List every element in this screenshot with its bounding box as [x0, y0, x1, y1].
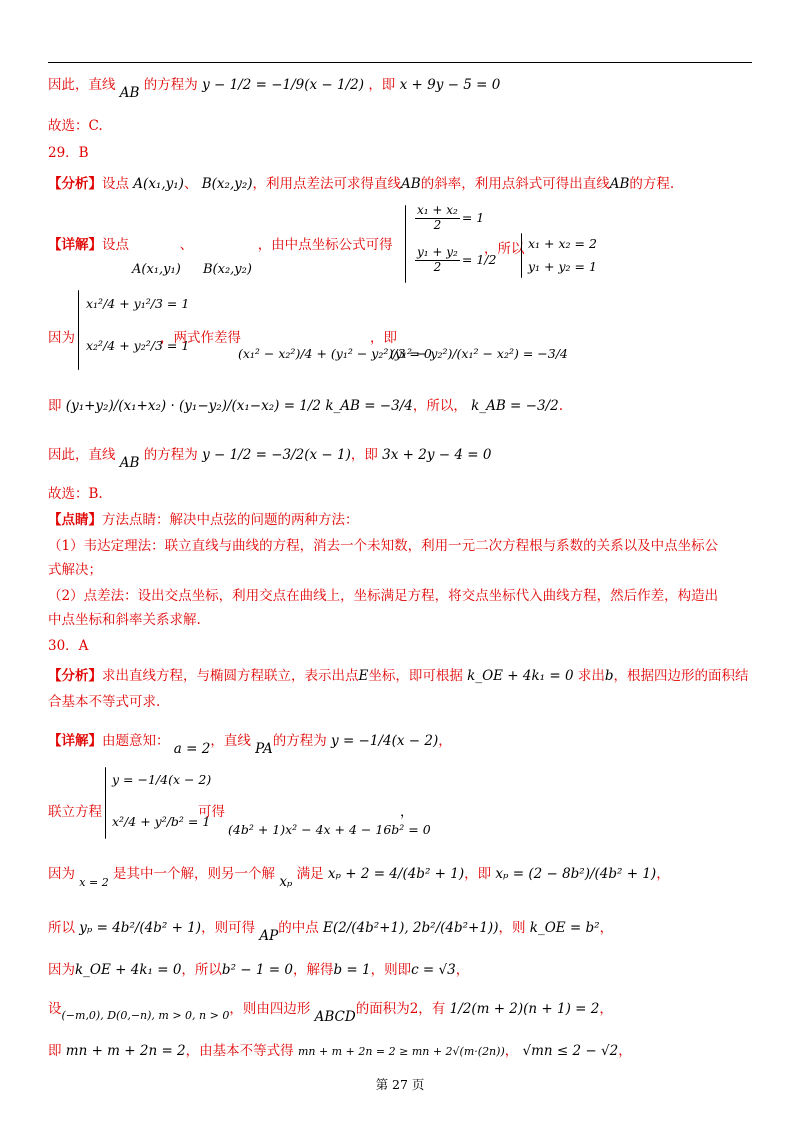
math-b: b — [604, 668, 614, 684]
line-ab-equation-c — [48, 77, 501, 101]
text: 的方程为 — [143, 447, 198, 463]
math-e: E — [358, 668, 369, 684]
text: ，由中点坐标公式可得 — [257, 237, 393, 253]
text: ，直线 — [210, 733, 251, 749]
math-xp-value: xₚ = (2 − 8b²)/(4b² + 1) — [495, 866, 657, 882]
analysis-30-cont: 合基本不等式可求. — [48, 694, 161, 710]
text-simultaneous: 联立方程 — [48, 804, 102, 820]
text: ， — [618, 1043, 632, 1059]
text: 的方程. — [629, 176, 675, 192]
math-condition: k_OE + 4k₁ = 0 — [75, 962, 182, 978]
choose-b: 故选：B. — [48, 486, 103, 502]
math-kab: k_AB = −3/2 — [471, 398, 559, 414]
text: ， — [656, 866, 670, 882]
text: . — [558, 398, 563, 414]
line-solve-b — [48, 962, 469, 978]
ellipse-eq-1: x₁²/4 + y₁²/3 = 1 — [86, 296, 190, 311]
line-inequality — [48, 1043, 632, 1059]
math-equation: y = −1/4(x − 2) — [331, 733, 439, 749]
text: 的方程为 — [143, 77, 198, 93]
text: 即 — [48, 398, 62, 414]
math-abcd: ABCD — [314, 1009, 356, 1025]
text: 设 — [48, 1001, 62, 1017]
system-1-row-2: $\frac{\text{y₁ + y₂}}{2}$ = 1/2 — [417, 245, 497, 274]
system-2-row-1: x₁ + x₂ = 2 — [528, 236, 597, 251]
method-1-line-2: 式解决； — [48, 562, 102, 578]
math-ab: AB — [609, 176, 630, 192]
math-point-b: B(x₂,y₂) — [201, 176, 253, 192]
system-1-row-1: $\frac{\text{x₁ + x₂}}{2}$ = 1 — [417, 203, 485, 232]
math-xp: xₚ — [279, 874, 293, 890]
text: 由题意知： — [102, 733, 170, 749]
analysis-30 — [48, 668, 749, 684]
ellipse-eq-2: x₂²/4 + y₂²/3 = 1 — [86, 338, 190, 353]
text-get: 可得 — [198, 804, 225, 820]
system-brace — [105, 767, 106, 839]
math-b-value: b = 1 — [333, 962, 371, 978]
math-equation: y − 1/2 = −3/2(x − 1) — [202, 447, 351, 463]
detail-29 — [48, 237, 393, 253]
text: 的方程为 — [272, 733, 327, 749]
math-result: √mn ≤ 2 − √2 — [522, 1043, 619, 1059]
text: ，即 — [350, 447, 378, 463]
text-subtract: ，两式作差得 — [160, 330, 241, 346]
text: ， — [455, 962, 470, 978]
text: ，则 — [498, 920, 526, 936]
math-ab: AB — [119, 455, 140, 471]
text: 所以 — [48, 920, 75, 936]
math-midpoint-e: E(2/(4b²+1), 2b²/(4b²+1)) — [323, 920, 499, 936]
text: 的面积为2，有 — [355, 1001, 446, 1017]
detail-30 — [48, 733, 452, 757]
math-result: 3x + 2y − 4 = 0 — [382, 447, 492, 463]
text: ， — [599, 920, 614, 936]
method-2-line-1: （2）点差法：设出交点坐标，利用交点在曲线上，坐标满足方程，将交点坐标代入曲线方程，然后作差，构造出 — [48, 588, 719, 604]
math-koe-condition: k_OE + 4k₁ = 0 — [467, 668, 574, 684]
tag-analysis: 【分析】 — [48, 668, 102, 684]
text-so: ，所以 — [484, 241, 525, 257]
text: ，利用点差法可求得直线 — [252, 176, 402, 192]
system-brace — [521, 233, 522, 278]
line-ab-equation-b — [48, 447, 492, 471]
line-kab — [48, 398, 563, 414]
text: 因为 — [48, 962, 75, 978]
math-equation: y − 1/2 = −1/9(x − 1/2) — [202, 77, 365, 93]
choose-c: 故选：C. — [48, 118, 103, 134]
system-brace — [78, 290, 79, 370]
math-b-eq: b² − 1 = 0 — [221, 962, 293, 978]
text: 因为 — [48, 866, 75, 882]
text: 求出 — [577, 668, 605, 684]
line-area — [48, 1001, 613, 1025]
analysis-29 — [48, 176, 674, 192]
line-yp — [48, 920, 614, 944]
text: 因此，直线 — [48, 77, 116, 93]
text: 即 — [48, 1043, 62, 1059]
math-xp-sum: xₚ + 2 = 4/(4b² + 1) — [327, 866, 465, 882]
text-ie: ，即 — [370, 330, 397, 346]
text-comma: ， — [400, 804, 414, 820]
math-kab-expr: (y₁+y₂)/(x₁+x₂) · (y₁−y₂)/(x₁−x₂) = 1/2 k_AB = −3/4 — [65, 398, 413, 414]
text: ， — [438, 733, 452, 749]
system-line: y = −1/4(x − 2) — [112, 772, 212, 787]
system-brace — [405, 205, 406, 283]
system-2-row-2: y₁ + y₂ = 1 — [528, 259, 597, 274]
tag-point: 【点睛】 — [48, 512, 102, 528]
math-yp: yₚ = 4b²/(4b² + 1) — [79, 920, 202, 936]
text: 的中点 — [278, 920, 319, 936]
math-koe: k_OE = b² — [529, 920, 600, 936]
tag-detail: 【详解】 — [48, 733, 102, 749]
text: 的斜率，利用点斜式可得出直线 — [420, 176, 610, 192]
math-a: a = 2 — [173, 741, 211, 757]
text: ，则由四边形 — [229, 1001, 311, 1017]
header-rule — [48, 62, 752, 63]
text: ，解得 — [292, 962, 334, 978]
tag-analysis: 【分析】 — [48, 176, 102, 192]
text: 设点 — [102, 176, 129, 192]
math-point-a: A(x₁,y₁) — [132, 262, 181, 277]
text: ，所以 — [181, 962, 222, 978]
math-ab: AB — [119, 85, 140, 101]
text: 、 — [183, 176, 198, 192]
method-2-line-2: 中点坐标和斜率关系求解. — [48, 612, 201, 628]
math-area-eq: 1/2(m + 2)(n + 1) = 2 — [449, 1001, 600, 1017]
text-because: 因为 — [48, 330, 75, 346]
text: 因此，直线 — [48, 447, 116, 463]
question-30-answer: 30．A — [48, 638, 89, 654]
math-mn-eq: mn + m + 2n = 2 — [65, 1043, 186, 1059]
text: 设点 — [102, 237, 129, 253]
point-note — [48, 512, 359, 528]
text: ，则可得 — [201, 920, 256, 936]
math-difference: (x₁² − x₂²)/4 + (y₁² − y₂²)/3 = 0 — [238, 346, 432, 361]
question-29-answer: 29．B — [48, 145, 89, 161]
text: 坐标，即可根据 — [368, 668, 463, 684]
text: 求出直线方程，与椭圆方程联立，表示出点 — [102, 668, 359, 684]
text: ，根据四边形的面积结 — [613, 668, 749, 684]
text: 满足 — [296, 866, 324, 882]
text: 方法点睛：解决中点弦的问题的两种方法： — [102, 512, 359, 528]
math-ab: AB — [401, 176, 421, 192]
math-c-value: c = √3 — [411, 962, 456, 978]
math-ap: AP — [259, 928, 279, 944]
line-xp — [48, 866, 670, 890]
text: ，则即 — [370, 962, 412, 978]
math-ratio: (y₁² − y₂²)/(x₁² − x₂²) = −3/4 — [390, 346, 568, 361]
text: ，由基本不等式得 — [185, 1043, 294, 1059]
text: ， — [599, 1001, 613, 1017]
text: 是其中一个解，则另一个解 — [113, 866, 276, 882]
method-1-line-1: （1）韦达定理法：联立直线与曲线的方程，消去一个未知数，利用一元二次方程根与系数的关系以及中点坐标公 — [48, 538, 719, 554]
page-number: 第 27 页 — [375, 1077, 425, 1092]
math-quadratic: (4b² + 1)x² − 4x + 4 − 16b² = 0 — [228, 822, 431, 837]
math-point-b: B(x₂,y₂) — [203, 262, 252, 277]
math-point-a: A(x₁,y₁) — [133, 176, 184, 192]
text: ， — [504, 1043, 519, 1059]
math-result: x + 9y − 5 = 0 — [399, 77, 501, 93]
text: ，即 — [368, 77, 396, 93]
text: ，所以， — [412, 398, 467, 414]
math-inequality: mn + m + 2n = 2 ≥ mn + 2√(m·(2n)) — [297, 1045, 505, 1058]
tag-detail: 【详解】 — [48, 237, 102, 253]
math-points: (−m,0), D(0,−n), m > 0, n > 0 — [61, 1009, 230, 1022]
text: 、 — [179, 237, 194, 253]
math-x2: x = 2 — [79, 876, 109, 889]
math-pa: PA — [255, 741, 273, 757]
system-ellipse: x²/4 + y²/b² = 1 — [112, 814, 211, 829]
text: ，即 — [464, 866, 492, 882]
